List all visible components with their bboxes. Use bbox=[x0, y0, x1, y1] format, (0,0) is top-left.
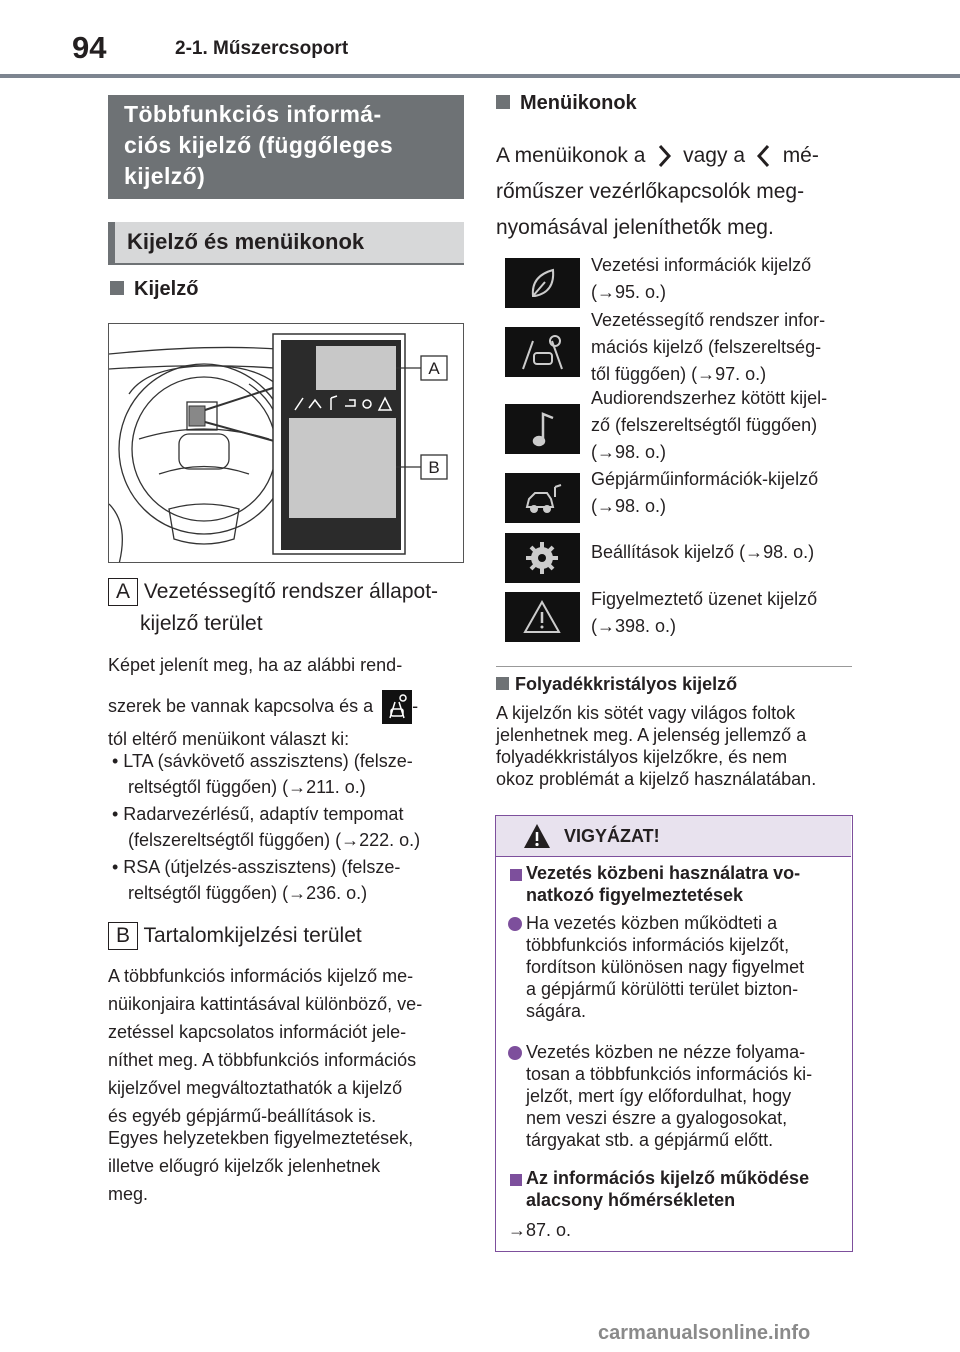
section-title: 2-1. Műszercsoport bbox=[175, 38, 349, 59]
lcd-heading: Folyadékkristályos kijelző bbox=[496, 674, 737, 695]
bullet-lta: • LTA (sávkövető asszisztens) (felsze- bbox=[112, 751, 413, 771]
music-note-icon bbox=[505, 404, 580, 454]
callout-a-label: A bbox=[428, 359, 440, 378]
divider bbox=[496, 666, 852, 667]
a-para-line1: Képet jelenít meg, ha az alábbi rend- bbox=[108, 655, 403, 675]
caution-heading-2: Az információs kijelző működése alacsony hőmérsékleten bbox=[526, 1168, 810, 1210]
square-bullet-icon bbox=[110, 281, 124, 295]
square-bullet-icon bbox=[496, 95, 510, 109]
b-paragraph: A többfunkciós információs kijelző me- nüikonjaira kattintásával különböző, ve- zetéssel kapcsolatos információt jele- níthet meg. A többfunkciós információs kijelzővel megváltoztathatók a kijelző és egyéb gépjármű-beállítások is. bbox=[108, 966, 423, 1126]
menu-item-vehicle-info: Gépjárműinformációk-kijelző (→98. o.) bbox=[591, 469, 819, 516]
round-bullet-icon bbox=[508, 1046, 522, 1060]
square-bullet-icon bbox=[510, 869, 522, 881]
square-bullet-icon bbox=[496, 677, 509, 690]
chevron-right-icon bbox=[651, 142, 677, 170]
menu-item-audio: Audiorendszerhez kötött kijel- ző (felszereltségtől függően) (→98. o.) bbox=[591, 388, 828, 462]
vehicle-info-icon bbox=[505, 473, 580, 523]
callout-a-title-line2: kijelző terület bbox=[140, 612, 263, 635]
driving-assist-icon bbox=[505, 327, 580, 377]
bullet-acc-line2: (felszereltségtől függően) (→222. o.) bbox=[128, 830, 421, 850]
sub-heading: Kijelző és menüikonok bbox=[108, 222, 464, 264]
bullet-rsa-line2: reltségtől függően) (→236. o.) bbox=[128, 883, 368, 903]
callout-a-box: A bbox=[108, 578, 138, 606]
caution-header bbox=[496, 816, 851, 857]
bullet-rsa: • RSA (útjelzés-asszisztens) (felsze- bbox=[112, 857, 401, 877]
a-para-line3: tól eltérő menüikont választ ki: bbox=[108, 729, 350, 749]
page-number: 94 bbox=[72, 30, 107, 65]
caution-heading-1: Vezetés közbeni használatra vo- natkozó figyelmeztetések bbox=[526, 863, 801, 905]
lcd-paragraph: A kijelzőn kis sötét vagy világos foltok jelenhetnek meg. A jelenség jellemző a folyadékkristályos kijelzőkre, és nem okoz problémát a kijelző használatában. bbox=[496, 703, 817, 789]
page-header bbox=[0, 0, 960, 80]
a-para-line2: szerek be vannak kapcsolva és a - bbox=[108, 690, 418, 724]
menu-item-driving-info: Vezetési információk kijelző (→95. o.) bbox=[591, 255, 812, 302]
caution-para-1: Ha vezetés közben működteti a többfunkciós információs kijelzőt, fordítson különösen nagy figyelmet a gépjármű körülötti terület bizton- ságára. bbox=[526, 913, 805, 1021]
bullet-lta-line2: reltségtől függően) (→211. o.) bbox=[128, 777, 366, 797]
round-bullet-icon bbox=[508, 917, 522, 931]
driving-assist-icon bbox=[382, 690, 412, 724]
callout-a-title: A Vezetéssegítő rendszer állapot- bbox=[108, 576, 468, 608]
menu-heading: Menüikonok bbox=[496, 92, 637, 115]
square-bullet-icon bbox=[510, 1174, 522, 1186]
leaf-icon bbox=[505, 258, 580, 308]
menu-item-settings: Beállítások kijelző (→98. o.) bbox=[591, 542, 815, 562]
main-heading: Többfunkciós informá- ciós kijelző (függőleges kijelző) bbox=[108, 95, 464, 199]
bullet-acc: • Radarvezérlésű, adaptív tempomat bbox=[112, 804, 404, 824]
menu-item-assist-info: Vezetéssegítő rendszer infor- mációs kijelző (felszereltség- től függően) (→97. o.) bbox=[591, 310, 826, 384]
menu-intro: A menüikonok a vagy a mé- rőműszer vezérlőkapcsolók meg- nyomásával jeleníthetők meg. bbox=[496, 144, 819, 239]
dashboard-drawing bbox=[109, 324, 464, 563]
dashboard-illustration bbox=[108, 323, 464, 563]
caution-box bbox=[495, 815, 853, 1252]
menu-item-warning: Figyelmeztető üzenet kijelző (→398. o.) bbox=[591, 589, 818, 636]
caution-ref: →87. o. bbox=[508, 1220, 572, 1240]
callout-b-label: B bbox=[428, 458, 440, 477]
callout-b-title: B Tartalomkijelzési terület bbox=[108, 920, 468, 952]
watermark: carmanualsonline.info bbox=[598, 1322, 811, 1344]
sub-heading-rule bbox=[108, 263, 464, 265]
caution-para-2: Vezetés közben ne nézze folyama- tosan a többfunkciós információs ki- jelzőt, mert így előfordulhat, hogy nem veszi észre a gyalogosokat, tárgyakat stb. a gépjármű előtt. bbox=[526, 1042, 813, 1150]
warning-icon bbox=[505, 592, 580, 642]
caution-title: VIGYÁZAT! bbox=[564, 826, 660, 846]
display-heading: Kijelző bbox=[110, 278, 198, 301]
c-paragraph: Egyes helyzetekben figyelmeztetések, illetve előugró kijelzők jelenhetnek meg. bbox=[108, 1128, 414, 1204]
header-rule bbox=[0, 74, 960, 78]
caution-triangle-icon bbox=[522, 822, 552, 850]
gear-icon bbox=[505, 533, 580, 583]
callout-b-box: B bbox=[108, 922, 138, 950]
chevron-left-icon bbox=[751, 142, 777, 170]
